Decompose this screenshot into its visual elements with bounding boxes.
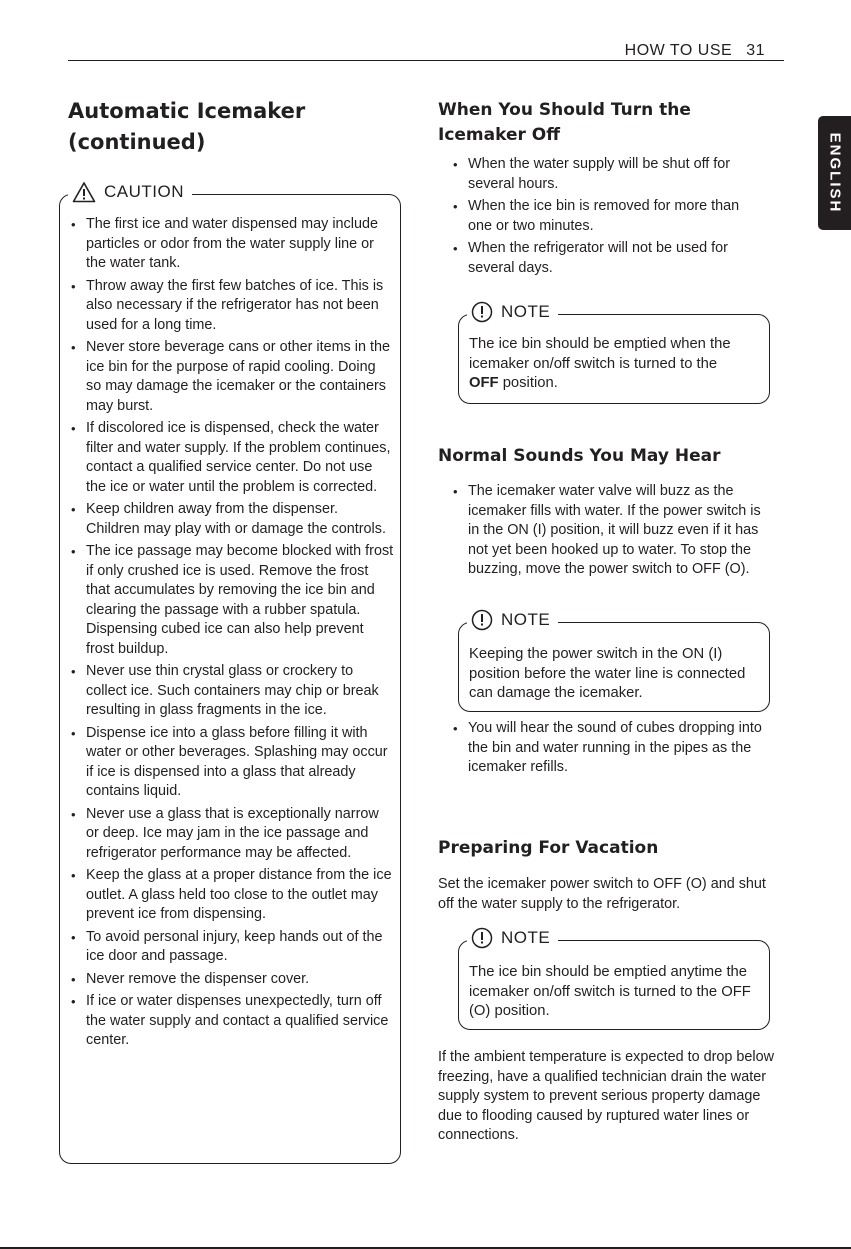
caution-item: • Keep the glass at a proper distance from the ice outlet. A glass held too close to the outlet may prevent ice from dispensing. <box>68 866 394 925</box>
caution-item: • If ice or water dispenses unexpectedly, turn off the water supply and contact a qualified service center. <box>68 992 394 1051</box>
note-label <box>467 609 558 631</box>
note-3-text: The ice bin should be emptied anytime the icemaker on/off switch is turned to the OFF (O) position. <box>469 964 751 1019</box>
section-title-line1: When You Should Turn the <box>438 100 691 120</box>
sounds-list-1 <box>450 482 768 583</box>
caution-item: • Dispense ice into a glass before filling it with water or other beverages. Splashing may occur if ice is dispensed into a glass that already contains liquid. <box>68 724 394 802</box>
section-title-line2: Icemaker Off <box>438 125 561 145</box>
caution-list <box>68 215 394 1054</box>
section-title-turn-off <box>438 98 768 148</box>
info-exclamation-icon <box>471 927 493 949</box>
header-rule <box>68 60 784 61</box>
info-exclamation-icon <box>471 609 493 631</box>
caution-item: • If discolored ice is dispensed, check the water filter and water supply. If the problem continues, contact a qualified service center. Do not use the ice or water until the problem is corrected. <box>68 419 394 497</box>
note-box-1 <box>458 302 770 404</box>
turn-off-item: • When the refrigerator will not be used for several days. <box>450 239 760 278</box>
note-label <box>467 927 558 949</box>
note-2-text: Keeping the power switch in the ON (I) position before the water line is connected can damage the icemaker. <box>469 646 746 701</box>
caution-item: • Keep children away from the dispenser. Children may play with or damage the controls. <box>68 500 394 539</box>
caution-box <box>59 182 401 1164</box>
note-label <box>467 301 558 323</box>
vacation-paragraph-2: If the ambient temperature is expected to drop below freezing, have a qualified technician drain the water supply system to prevent serious property damage due to flooding caused by ruptured water lines or connections. <box>438 1049 774 1143</box>
section-title-sounds: Normal Sounds You May Hear <box>438 446 721 466</box>
sounds-list-2 <box>450 719 768 781</box>
turn-off-item: • When the ice bin is removed for more than one or two minutes. <box>450 197 760 236</box>
note-label-text: NOTE <box>501 928 551 947</box>
page-title-line1: Automatic Icemaker <box>68 99 306 123</box>
note-label-text: NOTE <box>501 610 551 629</box>
running-header <box>625 42 765 60</box>
language-tab <box>818 116 851 230</box>
language-tab-label: ENGLISH <box>826 132 843 214</box>
note-box-2 <box>458 610 770 712</box>
turn-off-list <box>450 155 760 281</box>
caution-item: • The ice passage may become blocked with frost if only crushed ice is used. Remove the frost that accumulates by removing the ice bin and clearing the passage with a rubber spatula. Dispensing cubed ice can also help prevent frost buildup. <box>68 542 394 659</box>
note-1-text <box>469 335 765 394</box>
caution-item: • Never store beverage cans or other items in the ice bin for the purpose of rapid cooling. Doing so may damage the icemaker or the containers may burst. <box>68 338 394 416</box>
info-exclamation-icon <box>471 301 493 323</box>
caution-item: • Never remove the dispenser cover. <box>68 970 394 990</box>
note-1-bold: OFF <box>469 375 499 391</box>
caution-item: • Throw away the first few batches of ice. This is also necessary if the refrigerator has not been used for a long time. <box>68 277 394 336</box>
page-number: 31 <box>746 42 765 59</box>
note-label-text: NOTE <box>501 302 551 321</box>
header-section: HOW TO USE <box>624 42 733 59</box>
caution-item: • To avoid personal injury, keep hands out of the ice door and passage. <box>68 928 394 967</box>
caution-item: • Never use a glass that is exceptionally narrow or deep. Ice may jam in the ice passage and refrigerator performance may be affected. <box>68 805 394 864</box>
section-title-vacation: Preparing For Vacation <box>438 838 659 858</box>
warning-triangle-icon <box>72 181 96 203</box>
caution-item: • The first ice and water dispensed may include particles or odor from the water supply line or the water tank. <box>68 215 394 274</box>
note-1-body: The ice bin should be emptied when the icemaker on/off switch is turned to the <box>469 336 731 372</box>
caution-label-text: CAUTION <box>104 182 184 201</box>
page-title <box>68 96 398 158</box>
caution-label <box>68 181 192 203</box>
vacation-paragraph-1: Set the icemaker power switch to OFF (O) and shut off the water supply to the refrigerator. <box>438 876 766 912</box>
sounds-item: • The icemaker water valve will buzz as the icemaker fills with water. If the power switch is in the ON (I) position, it will buzz even if it has not yet been hooked up to water. To stop the buzzing, move the power switch to OFF (O). <box>450 482 768 580</box>
note-1-tail: position. <box>498 375 558 391</box>
sounds-item: • You will hear the sound of cubes dropping into the bin and water running in the pipes as the icemaker refills. <box>450 719 768 778</box>
page-title-line2: (continued) <box>68 130 206 154</box>
caution-item: • Never use thin crystal glass or crockery to collect ice. Such containers may chip or break resulting in glass fragments in the ice. <box>68 662 394 721</box>
note-box-3 <box>458 928 770 1030</box>
turn-off-item: • When the water supply will be shut off for several hours. <box>450 155 760 194</box>
